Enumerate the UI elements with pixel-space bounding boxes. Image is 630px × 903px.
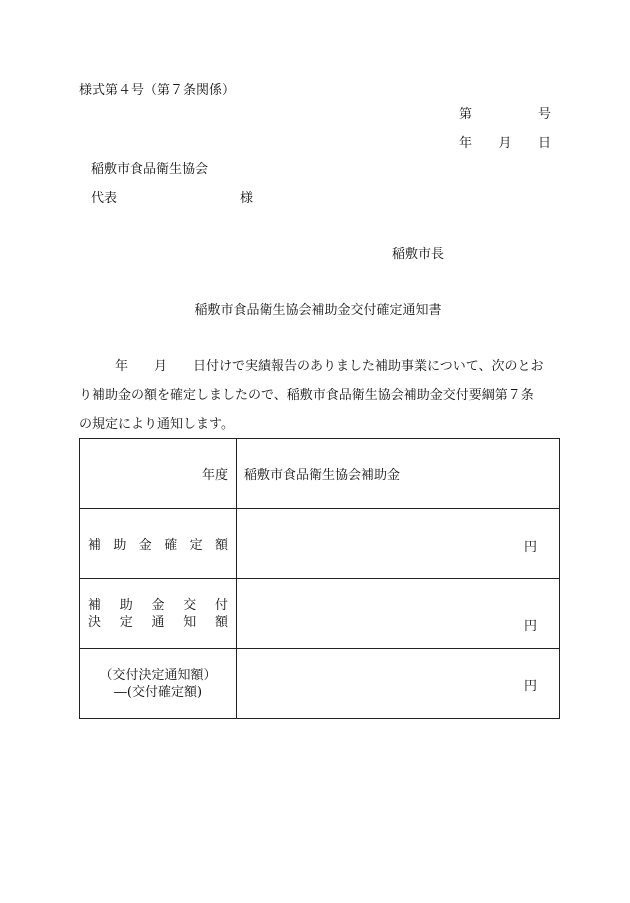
confirmation-table bbox=[79, 438, 560, 719]
body-line-3: の規定により通知します。 bbox=[79, 417, 234, 432]
body-line-1 bbox=[79, 352, 557, 381]
date-year: 年 bbox=[459, 136, 473, 151]
difference-unit: 円 bbox=[523, 679, 537, 694]
decision-amount-label-line-2: 決定通知額 bbox=[88, 614, 228, 630]
fiscal-year-label: 年度 bbox=[201, 468, 228, 483]
sender-name: 稲敷市長 bbox=[392, 247, 445, 262]
body-line-1-text: 日付けで実績報告のありました補助事業について、次のとお bbox=[193, 359, 544, 374]
decision-amount-label-line-1: 補助金交付 bbox=[88, 597, 228, 613]
document-title: 稲敷市食品衛生協会補助金交付確定通知書 bbox=[194, 303, 442, 318]
number-prefix: 第 bbox=[459, 107, 473, 122]
difference-value-cell bbox=[237, 649, 560, 719]
fiscal-year-label-cell bbox=[80, 439, 237, 509]
body-year: 年 bbox=[115, 359, 129, 374]
decision-amount-unit: 円 bbox=[523, 619, 537, 634]
date-month: 月 bbox=[498, 136, 512, 151]
body-paragraph bbox=[79, 352, 557, 439]
date-day: 日 bbox=[537, 136, 551, 151]
confirmed-amount-value-cell bbox=[237, 509, 560, 579]
body-month: 月 bbox=[154, 359, 168, 374]
confirmed-amount-unit: 円 bbox=[523, 540, 537, 555]
decision-amount-label-cell bbox=[80, 579, 237, 649]
table-row-difference bbox=[80, 649, 560, 719]
fiscal-year-value: 稲敷市食品衛生協会補助金 bbox=[244, 468, 401, 483]
body-line-2: り補助金の額を確定しましたので、稲敷市食品衛生協会補助金交付要綱第７条 bbox=[79, 388, 534, 403]
recipient-representative: 代表 bbox=[91, 191, 118, 206]
number-suffix: 号 bbox=[537, 107, 551, 122]
confirmed-amount-label: 補助金確定額 bbox=[88, 538, 228, 553]
difference-label-line-1: （交付決定通知額） bbox=[99, 667, 217, 683]
recipient-honorific: 様 bbox=[240, 191, 254, 206]
decision-amount-value-cell bbox=[237, 579, 560, 649]
recipient-organization: 稲敷市食品衛生協会 bbox=[91, 162, 209, 177]
form-label: 様式第４号（第７条関係） bbox=[79, 83, 236, 98]
confirmed-amount-label-cell bbox=[80, 509, 237, 579]
table-row-fiscal-year bbox=[80, 439, 560, 509]
document-number-line bbox=[459, 103, 551, 122]
table-row-confirmed-amount bbox=[80, 509, 560, 579]
date-line bbox=[459, 132, 551, 151]
difference-label-line-2: ―(交付確定額) bbox=[113, 684, 203, 700]
difference-label-cell bbox=[80, 649, 237, 719]
fiscal-year-value-cell bbox=[237, 439, 560, 509]
table-row-decision-amount bbox=[80, 579, 560, 649]
